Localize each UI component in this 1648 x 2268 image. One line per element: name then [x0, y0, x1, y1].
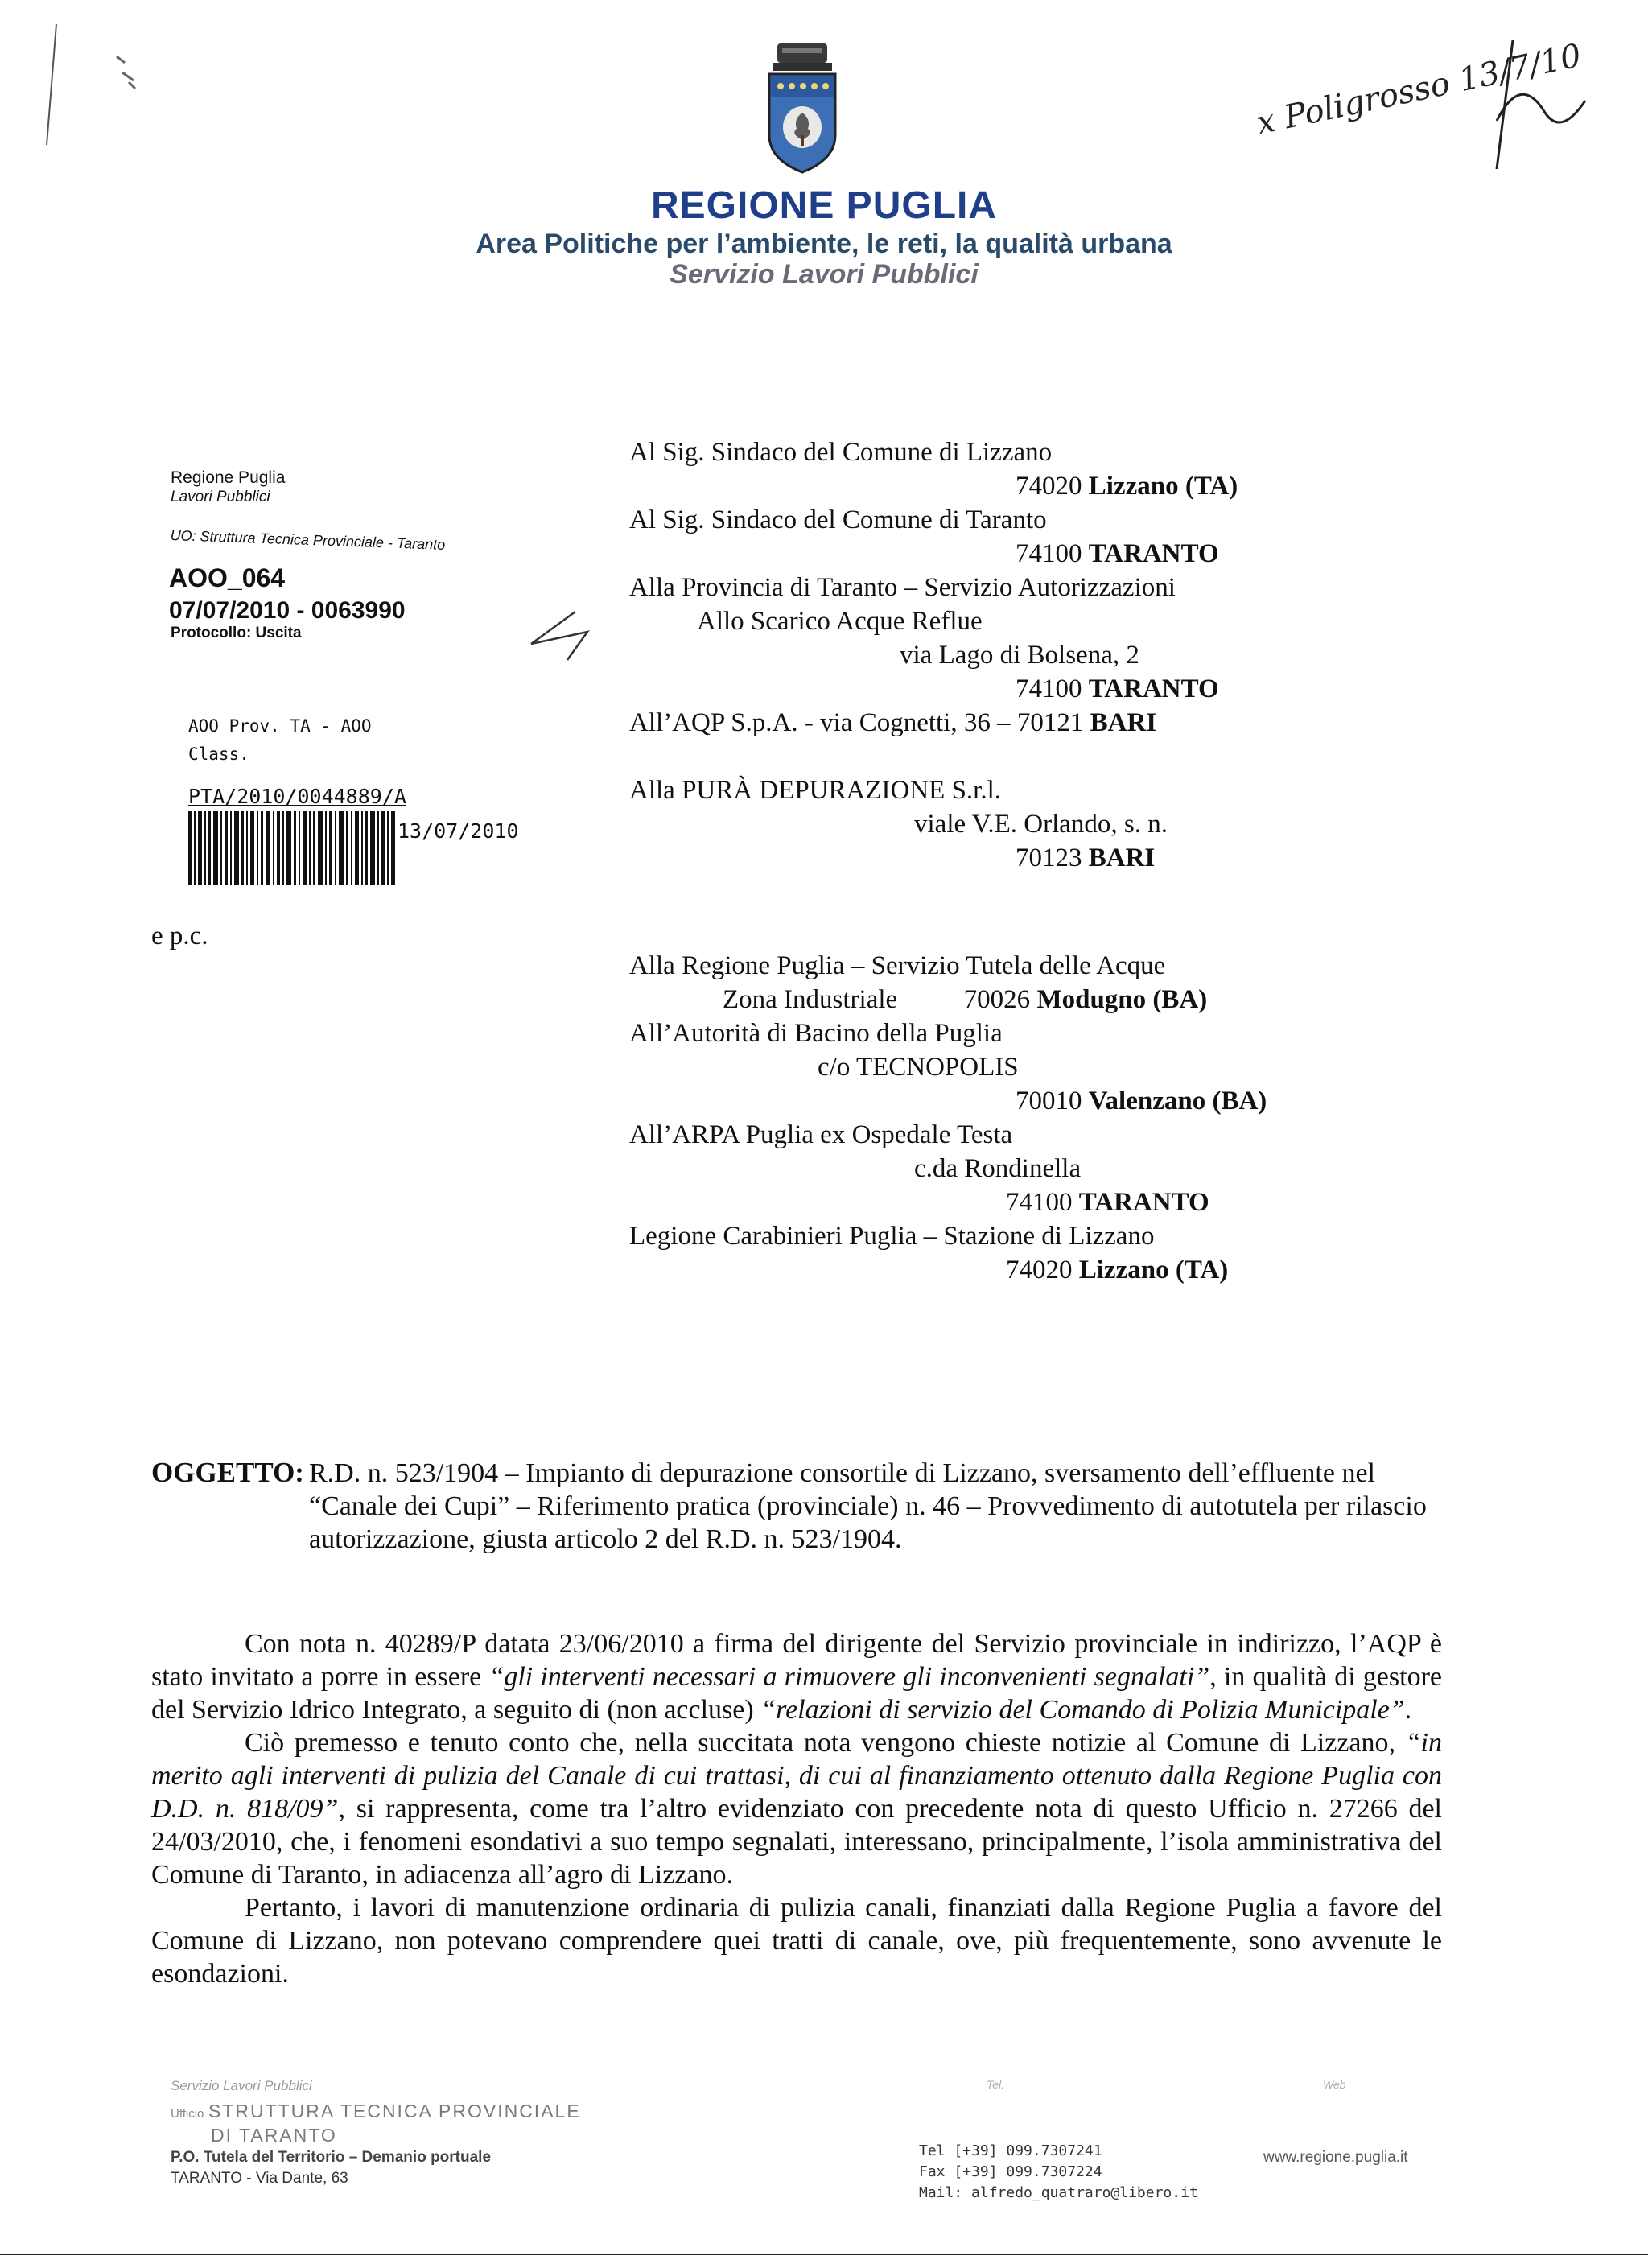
cc-addressee-3-line2: c.da Rondinella — [914, 1154, 1082, 1183]
header-area: Area Politiche per l’ambiente, le reti, la qualità urbana — [476, 229, 1172, 259]
header-service: Servizio Lavori Pubblici — [670, 259, 978, 290]
regione-puglia-crest-icon — [758, 39, 847, 175]
body-paragraph-2: Ciò premesso e tenuto conto che, nella succitata nota vengono chieste notizie al Comune di Lizzano, “in merito agli interventi di pulizia del Canale di cui trattasi, di cui al finanziamento ottenuto dalla Regione Puglia con D.D. n. 818/09”, si rappresenta, come tra l’altro evidenziato con precedente nota di questo Ufficio n. 27266 del 24/03/2010, che, i fenomeni esondativi a suo tempo segnalati, interessano, principalmente, l’isola amministrativa del Comune di Taranto, in adiacenza all’agro di Lizzano. — [151, 1728, 1443, 1890]
province-stamp-date: 13/07/2010 — [398, 819, 519, 843]
subject-label: OGGETTO: — [151, 1457, 304, 1488]
footer-tel-label: Tel. — [987, 2078, 1005, 2091]
header-title: REGIONE PUGLIA — [650, 184, 998, 227]
footer-ufficio2: DI TARANTO — [211, 2125, 337, 2146]
stamp-date-number: 07/07/2010 - 0063990 — [169, 597, 406, 624]
footer-fax: Fax [+39] 099.7307224 — [919, 2163, 1102, 2180]
footer-mail: Mail: alfredo_quatraro@libero.it — [919, 2184, 1198, 2201]
province-stamp-line1: AOO Prov. TA - AOO — [188, 716, 372, 736]
footer-web-label: Web — [1323, 2078, 1346, 2091]
cc-addressee-2-line1: All’Autorità di Bacino della Puglia — [629, 1019, 1003, 1048]
addressee-1-line1: Al Sig. Sindaco del Comune di Lizzano — [629, 438, 1053, 467]
cc-addressee-2-line3: 70010 Valenzano (BA) — [1016, 1087, 1267, 1115]
body-paragraph-3: Pertanto, i lavori di manutenzione ordinaria di pulizia canali, finanziati dalla Regione Puglia a favore del Comune di Lizzano, non potevano comprendere quei tratti di canale, ove, più frequentemente, sono avvenute le esondazioni. — [151, 1893, 1442, 1989]
handwritten-note: x Poligrosso 13/7/10 — [1253, 37, 1585, 142]
addressee-3-line4: 74100 TARANTO — [1016, 674, 1219, 703]
handwritten-arrow — [527, 600, 599, 664]
handwritten-annotation — [1239, 24, 1593, 177]
footer-ufficio: Ufficio STRUTTURA TECNICA PROVINCIALE — [171, 2101, 581, 2122]
footer-address: TARANTO - Via Dante, 63 — [171, 2170, 348, 2187]
addressee-4-line1: All’AQP S.p.A. - via Cognetti, 36 – 70121 BARI — [629, 708, 1157, 737]
cc-addressee-2-line2: c/o TECNOPOLIS — [818, 1053, 1019, 1082]
stamp-aoo: AOO_064 — [169, 563, 286, 592]
letter-body — [151, 1627, 1442, 1990]
addressee-2-line2: 74100 TARANTO — [1016, 539, 1219, 568]
province-stamp-line2: Class. — [188, 744, 249, 764]
addressee-3-line3: via Lago di Bolsena, 2 — [900, 641, 1139, 670]
body-paragraph-1: Con nota n. 40289/P datata 23/06/2010 a firma del dirigente del Servizio provinciale in indirizzo, l’AQP è stato invitato a porre in essere “gli interventi necessari a rimuovere gli inconvenienti segnalati”, in qualità di gestore del Servizio Idrico Integrato, a seguito di (non accluse) “relazioni di servizio del Comando di Polizia Municipale”. — [151, 1629, 1442, 1725]
footer-po: P.O. Tutela del Territorio – Demanio portuale — [171, 2149, 492, 2166]
cc-addressee-4-line1: Legione Carabinieri Puglia – Stazione di Lizzano — [629, 1222, 1155, 1251]
addressee-5-line3: 70123 BARI — [1016, 843, 1156, 872]
stamp-dept: Lavori Pubblici — [171, 489, 270, 505]
addressee-3-line1: Alla Provincia di Taranto – Servizio Autorizzazioni — [629, 573, 1176, 602]
barcode — [188, 811, 396, 885]
footer-servizio: Servizio Lavori Pubblici — [171, 2078, 312, 2093]
addressee-5-line2: viale V.E. Orlando, s. n. — [914, 810, 1168, 839]
cc-addressee-1-line2: Zona Industriale 70026 Modugno (BA) — [723, 985, 1208, 1014]
cc-addressee-1-line1: Alla Regione Puglia – Servizio Tutela delle Acque — [629, 951, 1166, 980]
stamp-org: Regione Puglia — [171, 468, 286, 487]
stamp-uo: UO: Struttura Tecnica Provinciale - Taranto — [170, 527, 446, 553]
addressee-3-line2: Allo Scarico Acque Reflue — [697, 607, 983, 636]
addressee-1-line2: 74020 Lizzano (TA) — [1016, 472, 1238, 501]
cc-addressee-3-line1: All’ARPA Puglia ex Ospedale Testa — [629, 1120, 1013, 1149]
stamp-type: Protocollo: Uscita — [171, 625, 302, 641]
footer-tel: Tel [+39] 099.7307241 — [919, 2142, 1102, 2159]
footer-web: www.regione.puglia.it — [1263, 2149, 1408, 2166]
addressee-5-line1: Alla PURÀ DEPURAZIONE S.r.l. — [629, 776, 1002, 805]
subject-text: R.D. n. 523/1904 – Impianto di depurazione consortile di Lizzano, sversamento dell’effluente nel “Canale dei Cupi” – Riferimento pratica (provinciale) n. 46 – Provvedimento di autotutela per rilascio autorizzazione, giusta articolo 2 del R.D. n. 523/1904. — [309, 1458, 1427, 1554]
scan-margin-mark — [32, 16, 145, 153]
cc-label: e p.c. — [151, 922, 208, 950]
cc-addressee-4-line2: 74020 Lizzano (TA) — [1006, 1256, 1229, 1285]
province-stamp-code: PTA/2010/0044889/A — [188, 785, 406, 808]
bottom-divider — [0, 2254, 1648, 2255]
cc-addressee-3-line3: 74100 TARANTO — [1006, 1188, 1209, 1217]
addressee-2-line1: Al Sig. Sindaco del Comune di Taranto — [629, 505, 1047, 534]
